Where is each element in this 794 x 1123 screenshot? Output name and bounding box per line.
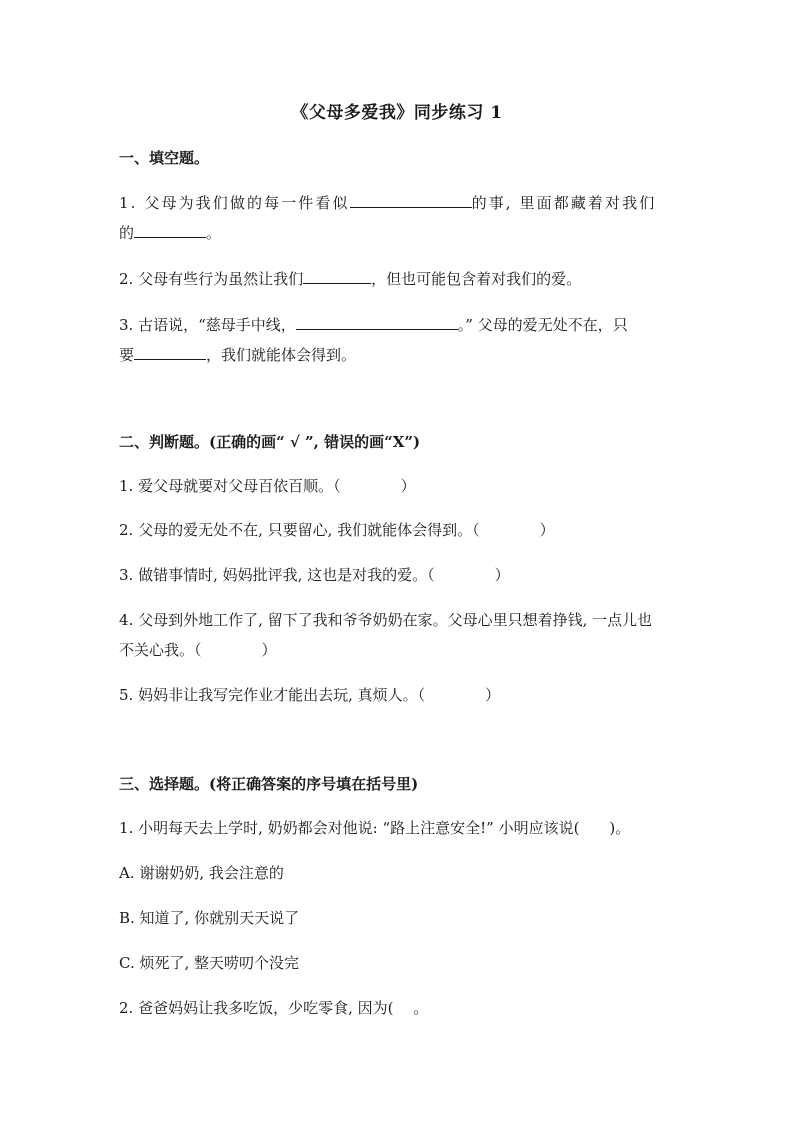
fill-blank-3b[interactable] — [134, 344, 206, 360]
fill-question-3-line-2 — [119, 344, 679, 365]
section-true-false-heading: 二、判断题。(正确的画“ √ ”, 错误的画“X”) — [119, 433, 421, 451]
fill-question-1-line-2 — [119, 222, 679, 243]
fill-question-3-text-d: ，我们就能体会得到。 — [206, 346, 357, 364]
fill-question-3-text-a: 3. 古语说，“慈母手中线， — [119, 316, 296, 334]
fill-question-2-text-b: ，但也可能包含着对我们的爱。 — [371, 270, 582, 288]
true-false-item-1: 1. 爱父母就要对父母百依百顺。（ ） — [119, 477, 416, 495]
fill-question-2 — [119, 268, 679, 289]
section-multiple-choice-heading: 三、选择题。(将正确答案的序号填在括号里) — [119, 775, 419, 793]
true-false-item-5: 5. 妈妈非让我写完作业才能出去玩, 真烦人。（ ） — [119, 686, 501, 704]
fill-question-1-text-d: 。 — [206, 224, 222, 242]
true-false-item-4-line-2: 不关心我。（ ） — [119, 641, 277, 659]
fill-question-2-text-a: 2. 父母有些行为虽然让我们 — [119, 270, 304, 288]
section-fill-blank-heading: 一、填空题。 — [119, 149, 210, 167]
fill-question-1-line-1 — [119, 192, 679, 213]
true-false-item-2: 2. 父母的爱无处不在, 只要留心, 我们就能体会得到。（ ） — [119, 521, 555, 539]
fill-question-1-text-c: 的 — [119, 224, 135, 242]
fill-question-1-text-a: 1. 父母为我们做的每一件看似 — [119, 194, 350, 212]
fill-blank-3a[interactable] — [296, 314, 458, 330]
true-false-item-4-line-1: 4. 父母到外地工作了, 留下了我和爷爷奶奶在家。父母心里只想着挣钱, 一点儿也 — [119, 611, 653, 629]
fill-question-3-line-1 — [119, 314, 679, 335]
choice-option-a: A. 谢谢奶奶, 我会注意的 — [119, 864, 284, 882]
true-false-item-3: 3. 做错事情时, 妈妈批评我, 这也是对我的爱。（ ） — [119, 566, 510, 584]
choice-question-1: 1. 小明每天去上学时, 奶奶都会对他说: “路上注意安全!” 小明应该说( )。 — [119, 819, 631, 837]
fill-question-3-text-b: 。” 父母的爱无处不在，只 — [457, 316, 628, 334]
fill-question-1-text-b: 的事, 里面都藏着对我们 — [471, 194, 657, 212]
worksheet-title: 《父母多爱我》同步练习 1 — [291, 103, 503, 123]
fill-blank-1b[interactable] — [134, 222, 206, 238]
fill-blank-1a[interactable] — [350, 192, 472, 208]
fill-blank-2[interactable] — [303, 268, 371, 284]
choice-option-c: C. 烦死了, 整天唠叨个没完 — [119, 954, 300, 972]
choice-question-2: 2. 爸爸妈妈让我多吃饭，少吃零食, 因为( 。 — [119, 999, 429, 1017]
choice-option-b: B. 知道了, 你就别天天说了 — [119, 909, 300, 927]
fill-question-3-text-c: 要 — [119, 346, 135, 364]
